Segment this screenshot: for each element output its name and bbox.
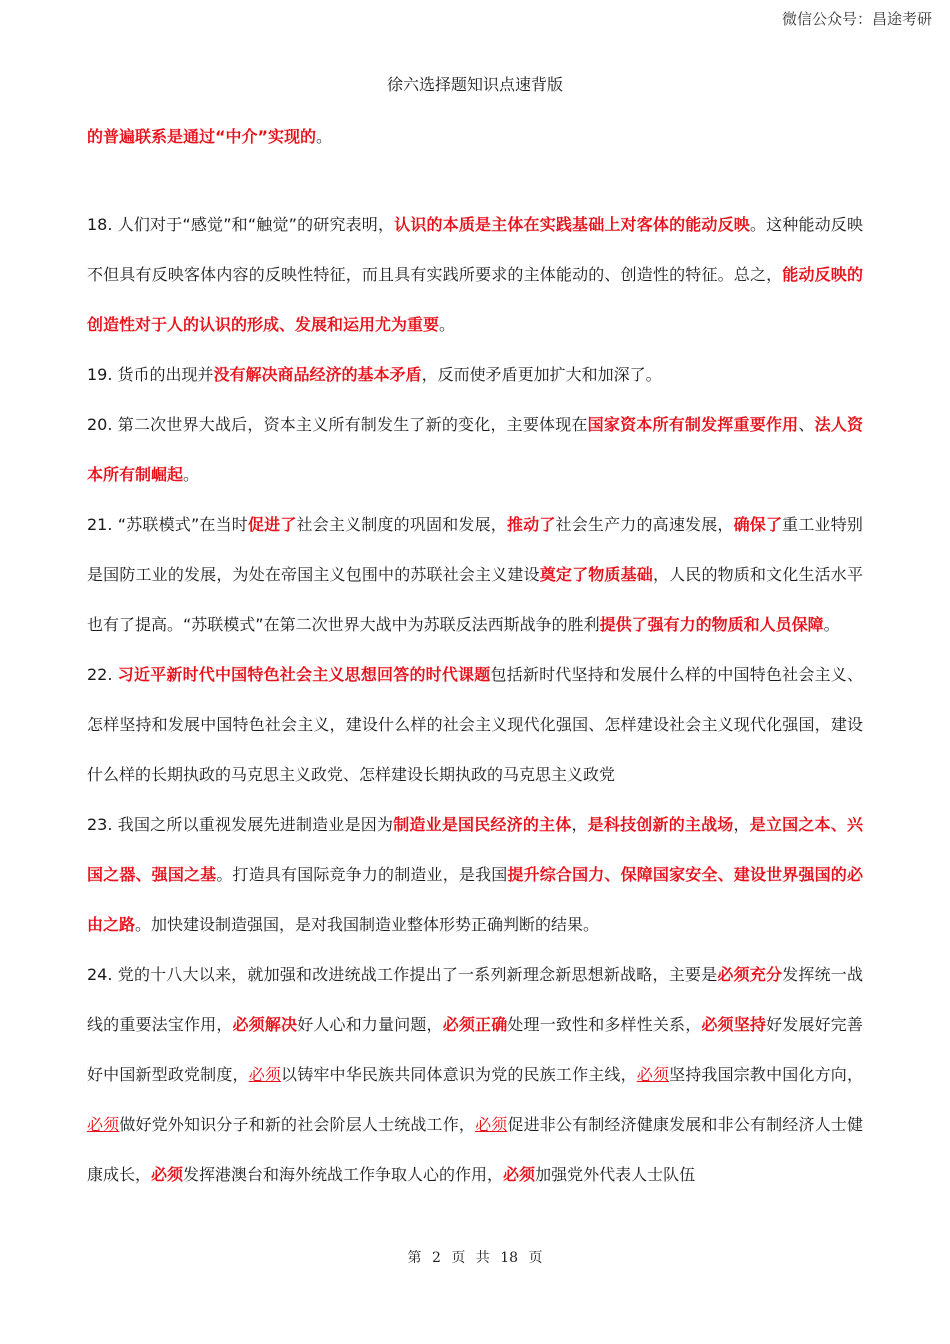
text-run: 重工业特别是国防工业的发展，为处在帝国主义包围中的苏联社会主义建设: [87, 515, 863, 584]
text-run: 、: [798, 415, 815, 434]
text-run: 发挥港澳台和海外统战工作争取人心的作用，: [183, 1165, 504, 1184]
text-run: ，人民的物质和文化生活水平也有了提高。“苏联模式”在第二次世界大战中为苏联反法西斯战争的胜利: [87, 565, 863, 634]
highlight-text: 法人资本所有制崛起: [87, 415, 863, 484]
highlight-text: 提升综合国力、保障国家安全、建设世界强国的必由之路: [87, 865, 863, 934]
paragraph-p24: [87, 950, 863, 1200]
text-run: 19. 货币的出现并: [87, 365, 214, 384]
paragraph-p19: [87, 350, 863, 400]
highlight-text: 习近平新时代中国特色社会主义思想回答的时代课题: [117, 665, 491, 684]
text-run: 包括新时代坚持和发展什么样的中国特色社会主义、怎样坚持和发展中国特色社会主义，建设什么样的社会主义现代化强国、怎样建设社会主义现代化强国，建设什么样的长期执政的马克思主义政党、怎样建设长期执政的马克思主义政党: [87, 665, 863, 784]
text-run: 。加快建设制造强国，是对我国制造业整体形势正确判断的结果。: [135, 915, 600, 934]
highlight-text: 必须充分: [717, 965, 783, 984]
highlight-text: 推动了: [506, 515, 556, 534]
page-footer: [0, 1247, 950, 1267]
page-total-label: 共: [475, 1250, 490, 1266]
document-title: 徐六选择题知识点速背版: [386, 75, 563, 94]
text-run: 做好党外知识分子和新的社会阶层人士统战工作，: [119, 1115, 476, 1134]
page-total-number: 18: [500, 1250, 519, 1266]
page-prefix: 第: [407, 1250, 422, 1266]
text-run: 24. 党的十八大以来，就加强和改进统战工作提出了一系列新理念新思想新战略，主要是: [87, 965, 718, 984]
highlight-text: 必须: [503, 1165, 536, 1184]
text-run: 。打造具有国际竞争力的制造业，是我国: [216, 865, 508, 884]
text-run: ，反而使矛盾更加扩大和加深了。: [421, 365, 662, 384]
text-run: 22.: [87, 665, 118, 684]
page-current-number: 2: [431, 1250, 441, 1266]
paragraph-p17-cont: [87, 112, 863, 162]
highlight-text: 必须正确: [442, 1015, 508, 1034]
text-run: 促进非公有制经济健康发展和非公有制经济人士健康成长，: [87, 1115, 863, 1184]
text-run: 。: [316, 127, 333, 146]
page-label: 页: [451, 1250, 466, 1266]
highlight-text: 认识的本质是主体在实践基础上对客体的能动反映: [394, 215, 750, 234]
highlight-text: 确保了: [733, 515, 783, 534]
highlight-text: 制造业是国民经济的主体: [393, 815, 572, 834]
text-run: 23. 我国之所以重视发展先进制造业是因为: [87, 815, 394, 834]
highlight-text: 没有解决商品经济的基本矛盾: [213, 365, 422, 384]
highlight-text: 必须: [151, 1165, 184, 1184]
text-run: 。: [823, 615, 840, 634]
highlight-text: 的普遍联系是通过“中介”实现的: [87, 127, 317, 146]
highlight-text: 必须: [248, 1065, 282, 1084]
text-run: 18. 人们对于“感觉”和“触觉”的研究表明，: [87, 215, 395, 234]
text-run: 发挥统一战线的重要法宝作用，: [87, 965, 863, 1034]
text-run: 21. “苏联模式”在当时: [87, 515, 248, 534]
text-run: 加强党外代表人士队伍: [535, 1165, 696, 1184]
text-run: 处理一致性和多样性关系，: [507, 1015, 702, 1034]
page-suffix: 页: [528, 1250, 543, 1266]
text-run: 。: [439, 315, 456, 334]
text-run: 好人心和力量问题，: [297, 1015, 443, 1034]
highlight-text: 必须: [636, 1065, 670, 1084]
paragraph-p20: [87, 400, 863, 500]
paragraph-p23: [87, 800, 863, 950]
wechat-account-note: 微信公众号：昌途考研: [781, 10, 932, 28]
text-run: ，: [571, 815, 588, 834]
text-run: 以铸牢中华民族共同体意识为党的民族工作主线，: [281, 1065, 637, 1084]
highlight-text: 必须解决: [232, 1015, 298, 1034]
highlight-text: 必须: [475, 1115, 508, 1134]
text-run: 好发展好完善好中国新型政党制度，: [87, 1015, 863, 1084]
highlight-text: 国家资本所有制发挥重要作用: [587, 415, 799, 434]
text-run: 社会主义制度的巩固和发展，: [296, 515, 507, 534]
paragraph-p22: [87, 650, 863, 800]
highlight-text: 促进了: [247, 515, 297, 534]
document-body: [87, 112, 863, 1200]
text-run: 社会生产力的高速发展，: [555, 515, 734, 534]
text-run: 坚持我国宗教中国化方向，: [669, 1065, 863, 1084]
text-run: ，: [733, 815, 750, 834]
paragraph-p21: [87, 500, 863, 650]
highlight-text: 是科技创新的主战场: [587, 815, 734, 834]
text-run: 20. 第二次世界大战后，资本主义所有制发生了新的变化，主要体现在: [87, 415, 588, 434]
paragraph-p18: [87, 200, 863, 350]
highlight-text: 能动反映的创造性对于人的认识的形成、发展和运用尤为重要: [87, 265, 863, 334]
highlight-text: 必须坚持: [701, 1015, 767, 1034]
highlight-text: 必须: [87, 1115, 120, 1134]
highlight-text: 提供了强有力的物质和人员保障: [599, 615, 824, 634]
highlight-text: 是立国之本、兴国之器、强国之基: [87, 815, 863, 884]
text-run: 。这种能动反映不但具有反映客体内容的反映性特征，而且具有实践所要求的主体能动的、创造性的特征。总之，: [87, 215, 863, 284]
highlight-text: 奠定了物质基础: [539, 565, 653, 584]
text-run: 。: [183, 465, 200, 484]
